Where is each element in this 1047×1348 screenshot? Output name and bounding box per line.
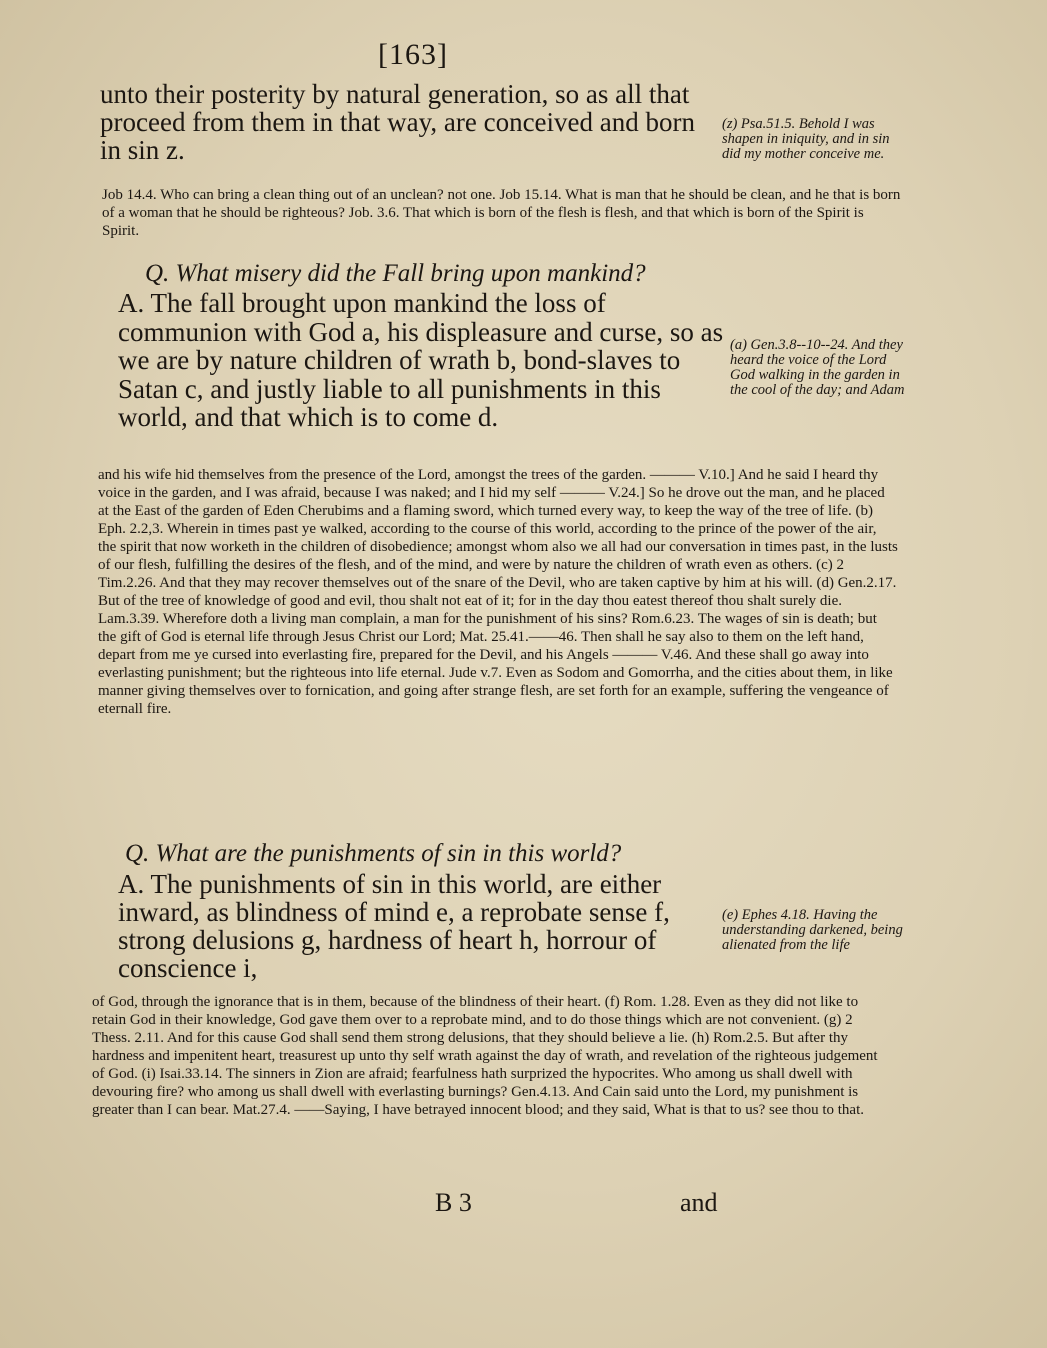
section1-body: unto their posterity by natural generation, so as all that proceed from them in that way, are conceived and born in sin z. [100, 79, 696, 165]
signature-mark: B 3 [435, 1188, 472, 1217]
section2-proofs: and his wife hid themselves from the presence of the Lord, amongst the trees of the garden. ——— V.10.] And he said I heard thy voice in the garden, and I was afraid, because I was naked; and I hid my self ——— V.24.] So he drove out the man, and he placed at the East of the garden of Eden Cherubims and a flaming sword, which turned every way, to keep the way of the tree of life. (b) Eph. 2.2,3. Wherein in times past ye walked, according to the course of this world, according to the prince of the power of the air, the spirit that now worketh in the children of disobedience; amongst whom also we all had our conversation in times past, in the lusts of our flesh, fulfilling the desires of the flesh, and of the mind, and were by nature the children of wrath even as others. (c) 2 Tim.2.26. And that they may recover themselves out of the snare of the Devil, who are taken captive by him at his will. (d) Gen.2.17. But of the tree of knowledge of good and evil, thou shalt not eat of it; for in the day thou eatest thereof thou shalt surely die. Lam.3.39. Wherefore doth a living man complain, a man for the punishment of his sins? Rom.6.23. The wages of sin is death; but the gift of God is eternal life through Jesus Christ our Lord; Mat. 25.41.——46. Then shall he say also to them on the left hand, depart from me ye cursed into everlasting fire, prepared for the Devil, and his Angels ——— V.46. And these shall go away into everlasting punishment; but the righteous into life eternal. Jude v.7. Even as Sodom and Gomorrha, and the cities about them, in like manner giving themselves over to fornication, and going after strange flesh, are set forth for an example, suffering the vengeance of eternall fire. [98, 467, 898, 717]
section3-margin-note: (e) Ephes 4.18. Having the understanding darkened, being alienated from the life [722, 907, 903, 953]
page-number: [163] [378, 38, 448, 71]
question-fall-misery: Q. What misery did the Fall bring upon mankind? [145, 260, 646, 287]
section1-margin-note: (z) Psa.51.5. Behold I was shapen in iniquity, and in sin did my mother conceive me. [722, 116, 890, 162]
answer-fall-misery: A. The fall brought upon mankind the loss of communion with God a, his displeasure and curse, so as we are by nature children of wrath b, bond-slaves to Satan c, and justly liable to all punishments in this world, and that which is to come d. [118, 288, 724, 432]
question-punishments: Q. What are the punishments of sin in this world? [125, 840, 622, 867]
answer-punishments: A. The punishments of sin in this world, are either inward, as blindness of mind e, a reprobate sense f, strong delusions g, hardness of heart h, horrour of conscience i, [118, 869, 670, 983]
catchword: and [680, 1188, 718, 1217]
section2-margin-note: (a) Gen.3.8--10--24. And they heard the voice of the Lord God walking in the garden in the cool of the day; and Adam [730, 337, 905, 398]
section1-proofs: Job 14.4. Who can bring a clean thing out of an unclean? not one. Job 15.14. What is man that he should be clean, and he that is born of a woman that he should be righteous? Job. 3.6. That which is born of the flesh is flesh, and that which is born of the Spirit is Spirit. [102, 187, 901, 239]
section3-proofs: of God, through the ignorance that is in them, because of the blindness of their heart. (f) Rom. 1.28. Even as they did not like to retain God in their knowledge, God gave them over to a reprobate mind, and to do those things which are not convenient. (g) 2 Thess. 2.11. And for this cause God shall send them strong delusions, that they should believe a lie. (h) Rom.2.5. But after thy hardness and impenitent heart, treasurest up unto thy self wrath against the day of wrath, and revelation of the righteous judgement of God. (i) Isai.33.14. The sinners in Zion are afraid; fearfulness hath surprized the hypocrites. Who among us shall dwell with devouring fire? who among us shall dwell with everlasting burnings? Gen.4.13. And Cain said unto the Lord, my punishment is greater than I can bear. Mat.27.4. ——Saying, I have betrayed innocent blood; and they said, What is that to us? see thou to that. [92, 994, 878, 1118]
